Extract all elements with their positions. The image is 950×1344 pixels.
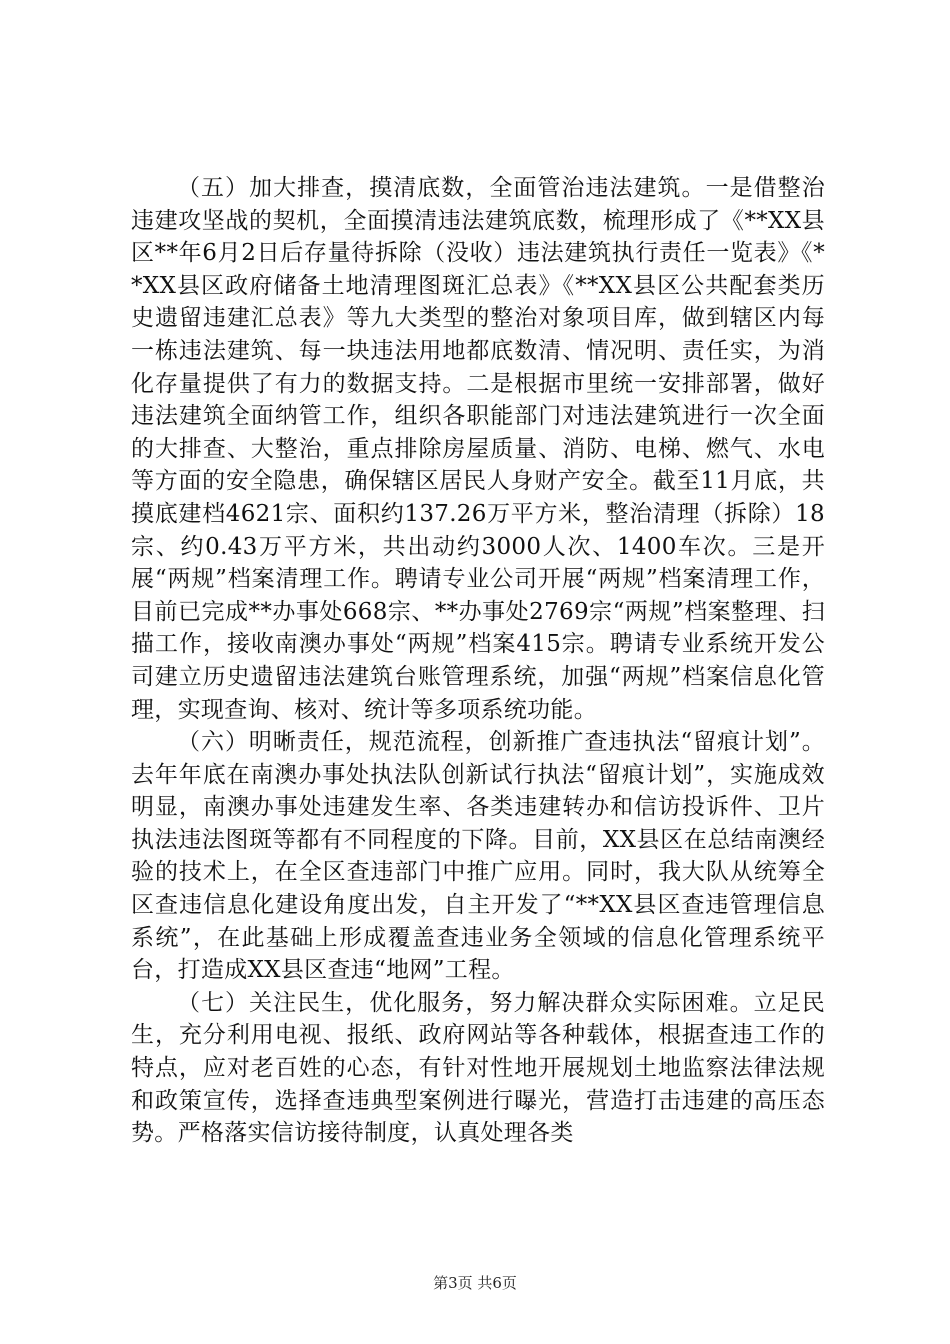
paragraph-6: （六）明晰责任，规范流程，创新推广查违执法“留痕计划”。去年年底在南澳办事处执法队创新试行执法“留痕计划”，实施成效明显，南澳办事处违建发生率、各类违建转办和信访投诉件、卫片执法违法图斑等都有不同程度的下降。目前，XX县区在总结南澳经验的技术上，在全区查违部门中推广应用。同时，我大队从统筹全区查违信息化建设角度出发，自主开发了“**XX县区查违管理信息系统”，在此基础上形成覆盖查违业务全领域的信息化管理系统平台，打造成XX县区查违“地网”工程。 bbox=[131, 729, 825, 984]
paragraph-7: （七）关注民生，优化服务，努力解决群众实际困难。立足民生，充分利用电视、报纸、政府网站等各种载体，根据查违工作的特点，应对老百姓的心态，有针对性地开展规划土地监察法律法规和政策宣传，选择查违典型案例进行曝光，营造打击违建的高压态势。严格落实信访接待制度，认真处理各类 bbox=[131, 989, 825, 1147]
document-body bbox=[131, 172, 825, 1150]
page-footer: 第3页 共6页 bbox=[433, 1274, 517, 1292]
paragraph-5: （五）加大排查，摸清底数，全面管治违法建筑。一是借整治违建攻坚战的契机，全面摸清违法建筑底数，梳理形成了《**XX县区**年6月2日后存量待拆除（没收）违法建筑执行责任一览表》《**XX县区政府储备土地清理图斑汇总表》《**XX县区公共配套类历史遗留违建汇总表》等九大类型的整治对象项目库，做到辖区内每一栋违法建筑、每一块违法用地都底数清、情况明、责任实，为消化存量提供了有力的数据支持。二是根据市里统一安排部署，做好违法建筑全面纳管工作，组织各职能部门对违法建筑进行一次全面的大排查、大整治，重点排除房屋质量、消防、电梯、燃气、水电等方面的安全隐患，确保辖区居民人身财产安全。截至11月底，共摸底建档4621宗、面积约137.26万平方米，整治清理（拆除）18宗、约0.43万平方米，共出动约3000人次、1400车次。三是开展“两规”档案清理工作。聘请专业公司开展“两规”档案清理工作，目前已完成**办事处668宗、**办事处2769宗“两规”档案整理、扫描工作，接收南澳办事处“两规”档案415宗。聘请专业系统开发公司建立历史遗留违法建筑台账管理系统，加强“两规”档案信息化管理，实现查询、核对、统计等多项系统功能。 bbox=[131, 175, 825, 723]
